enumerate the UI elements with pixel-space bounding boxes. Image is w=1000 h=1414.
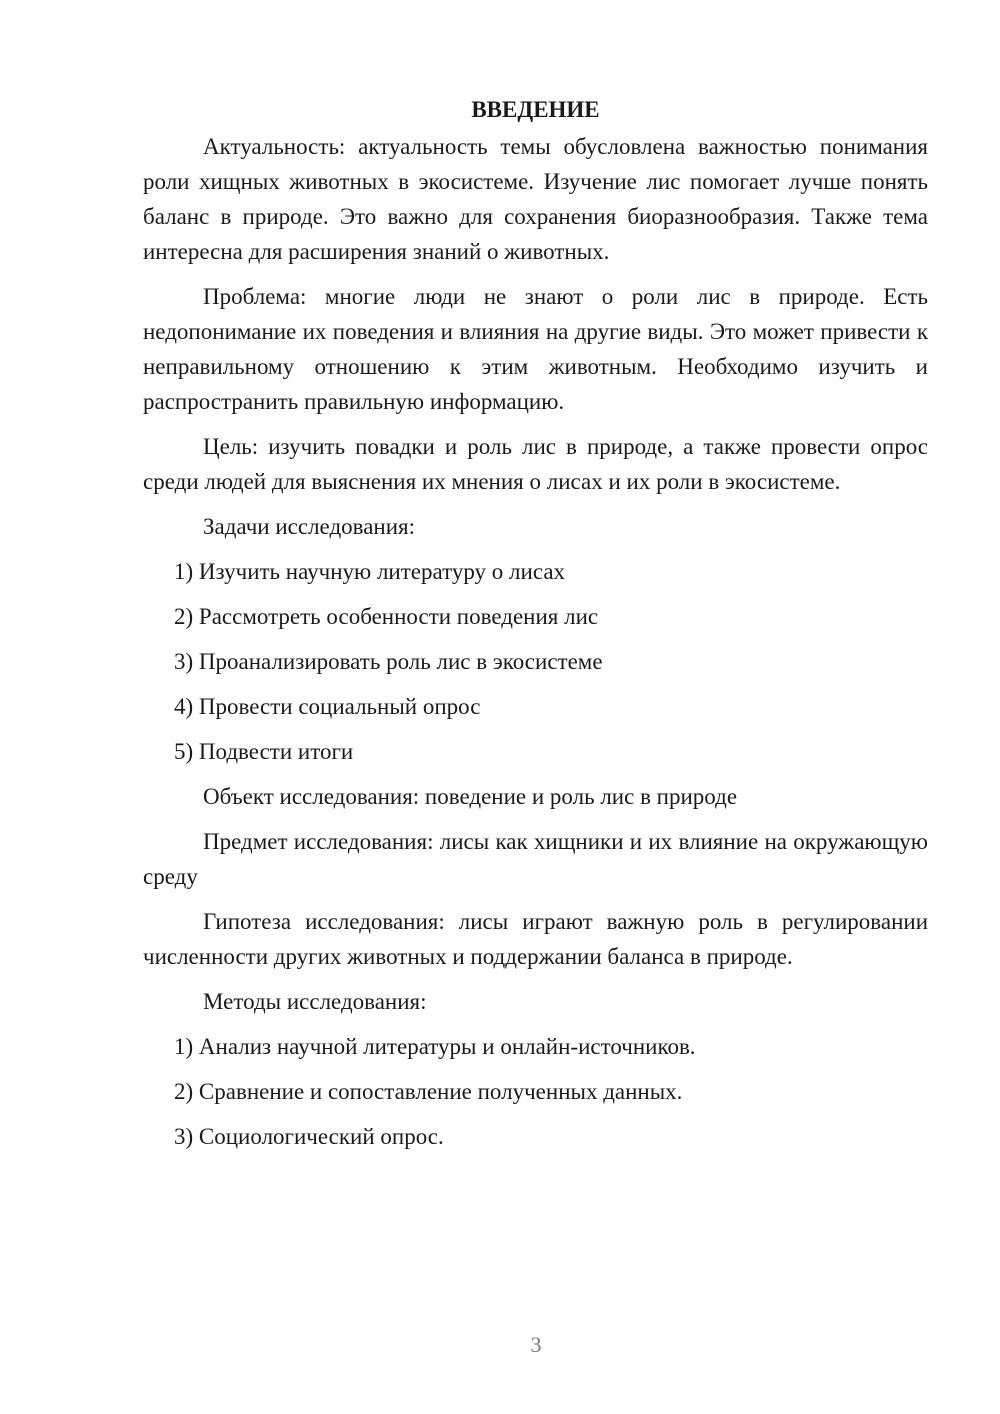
page-number: 3 [530,1332,542,1357]
goal-paragraph: Цель: изучить повадки и роль лис в природе, а также провести опрос среди людей для выяснения их мнения о лисах и их роли в экосистеме. [143,434,928,494]
task-item: 1) Изучить научную литературу о лисах [174,559,566,584]
relevance-paragraph: Актуальность: актуальность темы обусловлена важностью понимания роли хищных животных в экосистеме. Изучение лис помогает лучше понять баланс в природе. Это важно для сохранения биоразнообразия. Также тема интересна для расширения знаний о животных. [143,134,928,264]
problem-paragraph: Проблема: многие люди не знают о роли лис в природе. Есть недопонимание их поведения и влияния на другие виды. Это может привести к неправильному отношению к этим животным. Необходимо изучить и распространить правильную информацию. [143,284,928,414]
method-item: 1) Анализ научной литературы и онлайн-источников. [174,1034,696,1059]
task-item: 4) Провести социальный опрос [174,694,481,719]
task-item: 2) Рассмотреть особенности поведения лис [174,604,599,629]
method-item: 2) Сравнение и сопоставление полученных данных. [174,1079,683,1104]
hypothesis-paragraph: Гипотеза исследования: лисы играют важную роль в регулировании численности других животных и поддержании баланса в природе. [143,909,928,969]
task-item: 5) Подвести итоги [174,739,354,764]
method-item: 3) Социологический опрос. [174,1124,444,1149]
object-paragraph: Объект исследования: поведение и роль лис в природе [203,784,738,809]
page-content [143,92,928,1164]
methods-list [143,1029,928,1154]
tasks-list [143,554,928,769]
task-item: 3) Проанализировать роль лис в экосистеме [174,649,603,674]
subject-paragraph: Предмет исследования: лисы как хищники и их влияние на окружающую среду [143,829,928,889]
methods-heading: Методы исследования: [203,989,427,1014]
tasks-heading: Задачи исследования: [203,514,416,539]
section-title: ВВЕДЕНИЕ [471,97,600,122]
